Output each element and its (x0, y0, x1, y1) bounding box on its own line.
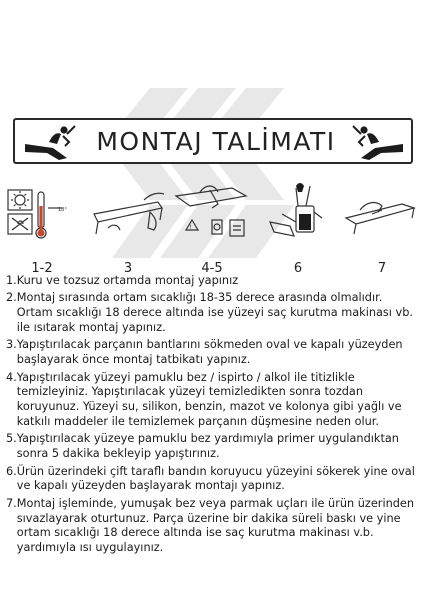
instruction-text: Montaj sırasında ortam sıcaklığı 18-35 derece arasında olmalıdır. Ortam sıcaklığı 18 derece altında ise yüzeyi saç kurutma makinası vb. ile ısıtarak montaj yapınız. (16, 291, 413, 334)
worker-applying-icon (23, 122, 79, 162)
step-label: 6 (293, 261, 303, 276)
step-label: 3 (123, 261, 133, 276)
instruction-list (6, 274, 418, 559)
instruction-text: Yapıştırılacak yüzeyi pamuklu bez / ispirto / alkol ile titizlikle temizleyiniz. Yapıştırılacak yüzeyi temizledikten sonra tozdan koruyunuz. Yüzeyi su, silikon, benzin, mazot ve kolonya gibi yağlı ve katkılı maddeler ile temizlemek parçanın düşmesine neden olur. (16, 370, 402, 428)
step-label: 7 (377, 261, 387, 276)
instruction-item (6, 432, 418, 462)
instruction-number: 5. (6, 432, 17, 446)
instruction-number: 7. (6, 496, 17, 510)
instruction-item (6, 465, 418, 495)
step-label: 1-2 (31, 261, 53, 276)
page-title: MONTAJ TALİMATI (96, 126, 336, 156)
worker-applying-icon (349, 122, 405, 162)
remove-tape-icon (88, 178, 168, 256)
instruction-text: Kuru ve tozsuz ortamda montaj yapınız (16, 274, 239, 287)
instruction-text: Montaj işleminde, yumuşak bez veya parmak uçları ile ürün üzerinden sıvazlayarak oturtunuz. Parça üzerine bir dakika süreli baskı ve yine ortam sıcaklığı 18 derece altında ise saç kurutma makinası v.b. yardımıyla ısı uygulayınız. (16, 496, 415, 555)
instruction-text: Yapıştırılacak parçanın bantlarını sökmeden oval ve kapalı yüzeyden başlayarak önce montaj tatbikatı yapınız. (16, 338, 403, 367)
instruction-item (6, 497, 418, 556)
instruction-text: Yapıştırılacak yüzeye pamuklu bez yardımıyla primer uygulandıktan sonra 5 dakika bekleyip yapıştırınız. (16, 432, 399, 461)
instruction-item (6, 291, 418, 335)
svg-text:18°: 18° (58, 207, 67, 213)
instruction-text: Ürün üzerindeki çift taraflı bandın koruyucu yüzeyini sökerek yine oval ve kapalı yüzeyden başlayarak montajı yapınız. (16, 464, 415, 493)
title-banner (13, 118, 413, 164)
svg-text:!: ! (189, 224, 192, 231)
instruction-number: 1. (6, 274, 17, 287)
sun-thermometer-icon (2, 178, 82, 256)
instruction-number: 3. (6, 338, 17, 352)
press-apply-icon (342, 178, 422, 256)
instruction-number: 6. (6, 464, 17, 478)
step-label: 4-5 (201, 261, 223, 276)
instruction-number: 2. (6, 291, 17, 305)
primer-wipe-icon (172, 178, 252, 256)
instruction-item (6, 338, 418, 368)
instruction-item (6, 274, 418, 289)
instruction-item (6, 371, 418, 430)
primer-bottle-icon (256, 178, 336, 256)
instruction-number: 4. (6, 370, 17, 384)
